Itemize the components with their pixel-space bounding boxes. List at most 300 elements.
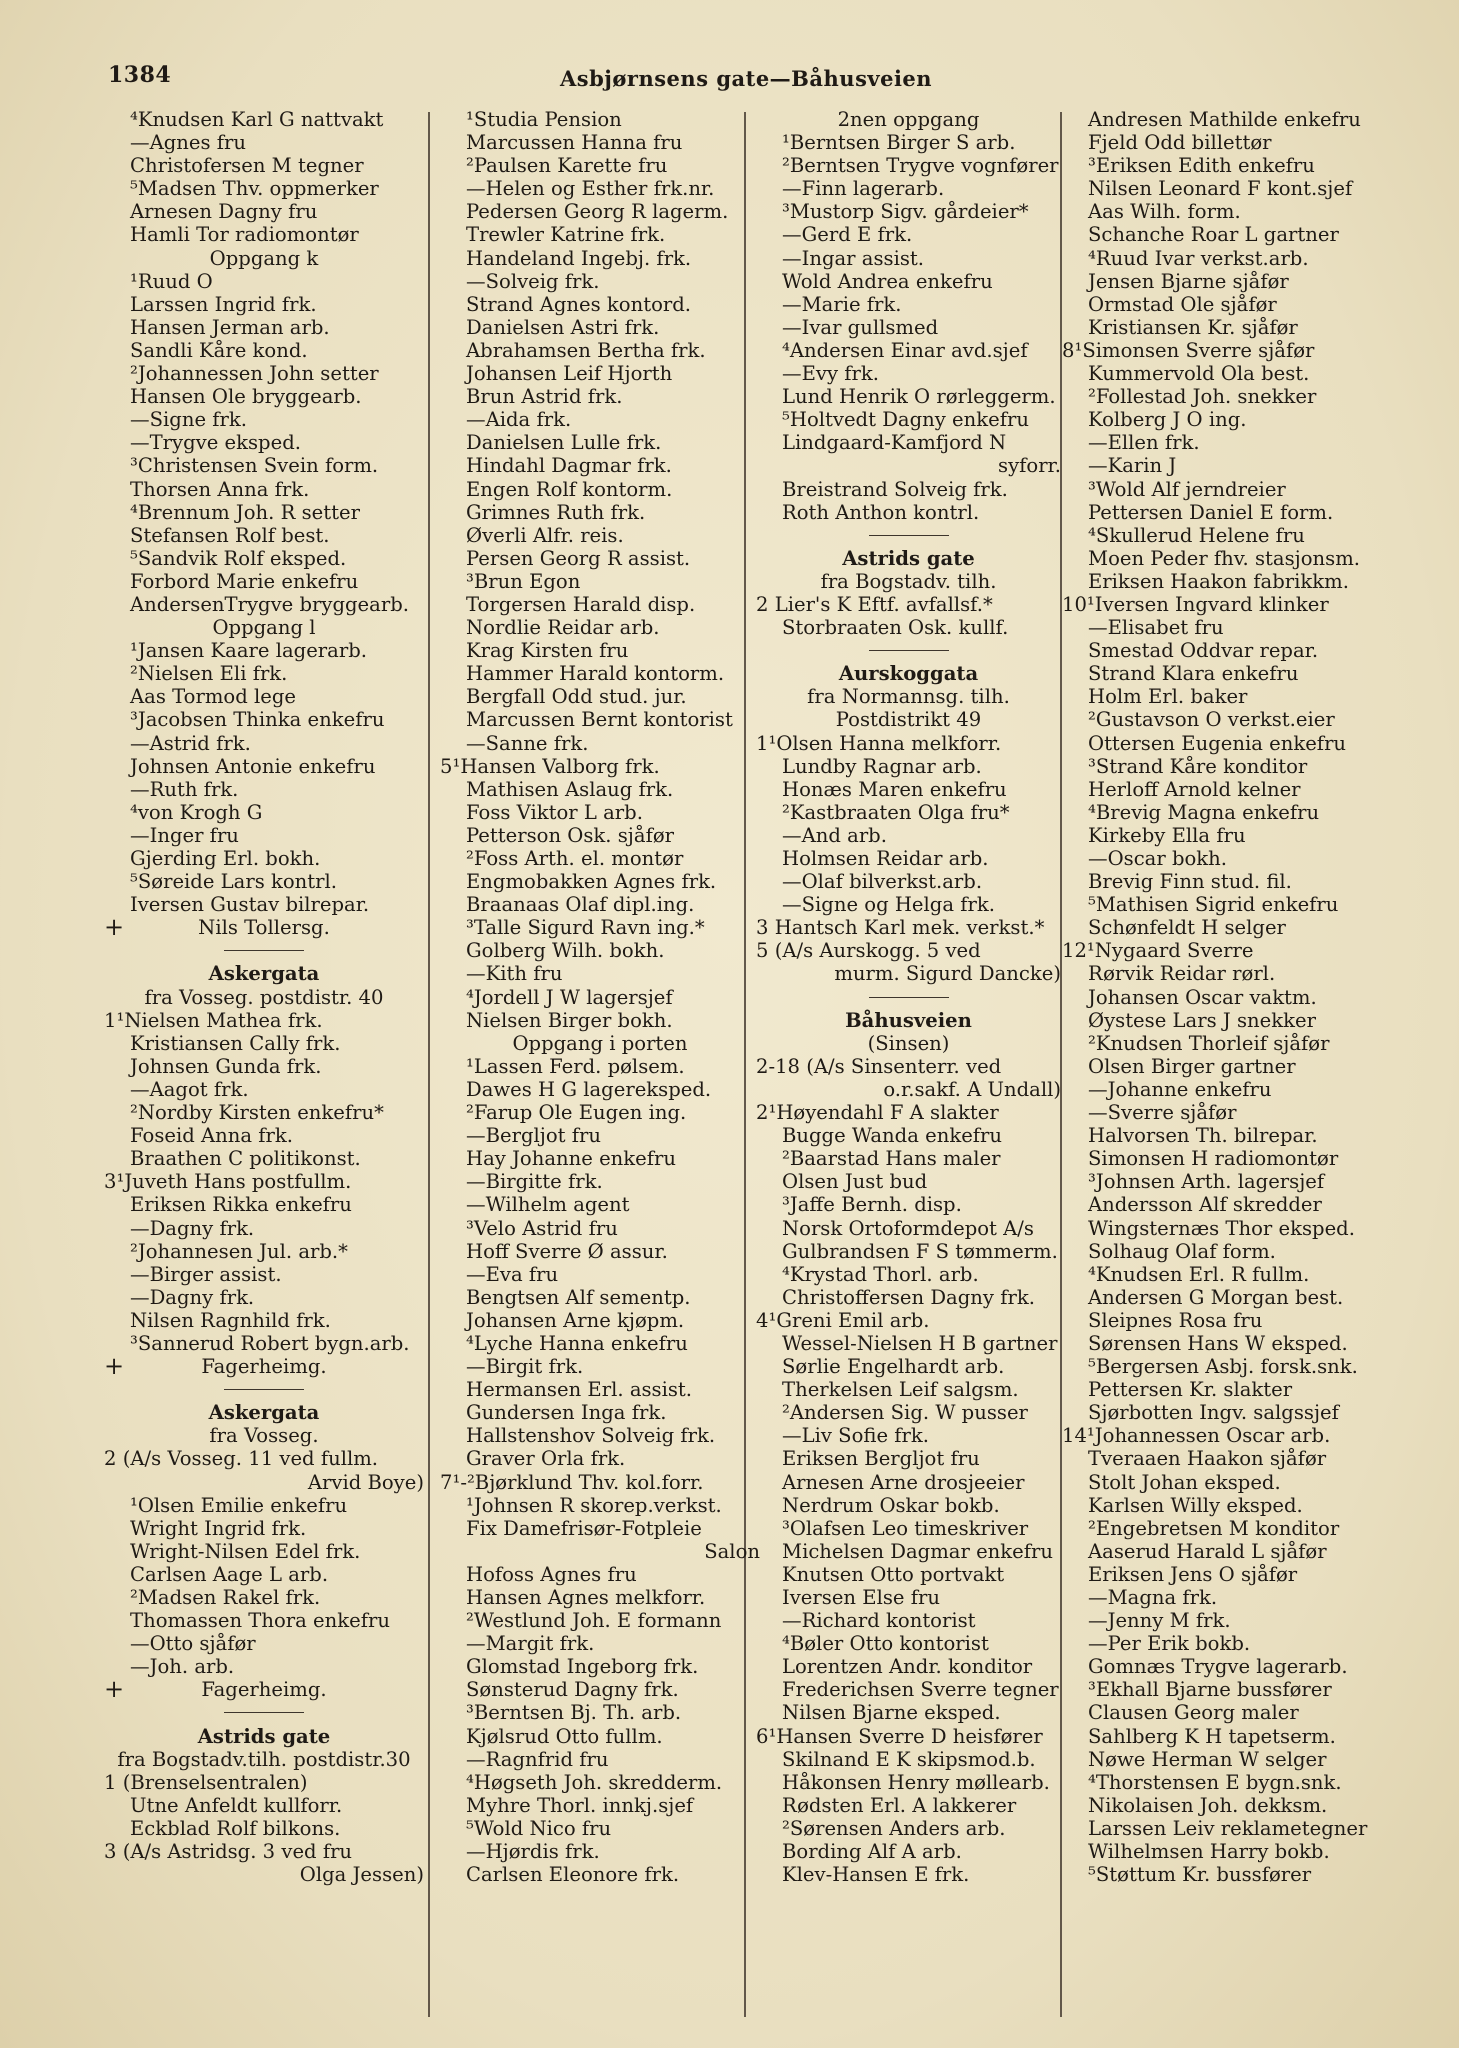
column-2 — [440, 108, 760, 2008]
directory-entry: ²Johannessen John setter — [130, 362, 379, 386]
directory-entry: Nordlie Reidar arb. — [466, 616, 660, 640]
section-divider — [756, 524, 1061, 547]
directory-entry: ³Talle Sigurd Ravn ing.* — [466, 916, 705, 940]
directory-entry: ²Kastbraaten Olga fru* — [782, 800, 1010, 824]
directory-entry: ¹Studia Pension — [466, 108, 622, 131]
directory-entry: Bording Alf A arb. — [782, 1840, 962, 1864]
house-number-entry: 10¹Iversen Ingvard klinker — [1062, 592, 1329, 616]
directory-entry: —Olaf bilverkst.arb. — [782, 870, 983, 894]
section-divider — [756, 639, 1061, 662]
subheading: Oppgang i porten — [512, 1031, 688, 1055]
directory-entry: —Jenny M frk. — [1088, 1609, 1231, 1633]
directory-entry: —Ragnfrid fru — [466, 1747, 609, 1771]
directory-entry: Hoff Sverre Ø assur. — [466, 1239, 668, 1263]
directory-entry: ²Berntsen Trygve vognfører — [782, 154, 1059, 178]
directory-entry: Engen Rolf kontorm. — [466, 477, 673, 501]
directory-entry: Grimnes Ruth frk. — [466, 500, 646, 524]
directory-entry: Kristiansen Cally frk. — [130, 1031, 341, 1055]
entry-continuation: Salon — [704, 1539, 760, 1563]
directory-entry: Therkelsen Leif salgsm. — [782, 1378, 1019, 1402]
directory-entry: ³Jacobsen Thinka enkefru — [130, 708, 385, 732]
directory-entry: Thomassen Thora enkefru — [130, 1609, 390, 1633]
directory-entry: Kristiansen Kr. sjåfør — [1088, 315, 1298, 339]
directory-entry: Knutsen Otto portvakt — [782, 1562, 1005, 1586]
directory-entry: Hansen Agnes melkforr. — [466, 1586, 706, 1609]
directory-entry: Olsen Just bud — [782, 1170, 928, 1194]
column-3 — [756, 108, 1061, 2008]
cross-icon: + — [104, 1352, 125, 1381]
directory-entry: ³Strand Kåre konditor — [1088, 754, 1308, 778]
house-number-entry: 2¹Høyendahl F A slakter — [756, 1101, 999, 1125]
directory-entry: ⁴Thorstensen E bygn.snk. — [1088, 1770, 1342, 1794]
directory-entry: ²Madsen Rakel frk. — [130, 1586, 321, 1609]
cross-street-label: Nils Tollersg. — [198, 916, 330, 940]
directory-entry: Michelsen Dagmar enkefru — [782, 1539, 1053, 1563]
directory-entry: ³Wold Alf jerndreier — [1088, 477, 1286, 501]
directory-entry: Nøwe Herman W selger — [1088, 1747, 1327, 1771]
directory-entry: —Elisabet fru — [1088, 616, 1224, 640]
directory-entry: —Dagny frk. — [130, 1216, 255, 1240]
directory-entry: ⁵Holtvedt Dagny enkefru — [782, 408, 1029, 432]
directory-entry: ⁵Mathisen Sigrid enkefru — [1088, 893, 1339, 917]
entry-continuation: o.r.sakf. A Undall) — [883, 1077, 1061, 1101]
directory-entry: Holm Erl. baker — [1088, 685, 1248, 709]
directory-entry: ³Berntsen Bj. Th. arb. — [466, 1701, 682, 1725]
directory-entry: Carlsen Eleonore frk. — [466, 1863, 680, 1887]
directory-entry: Fix Damefrisør-Fotpleie — [466, 1516, 702, 1540]
directory-entry: ⁵Bergersen Asbj. forsk.snk. — [1088, 1355, 1358, 1379]
section-divider — [756, 986, 1061, 1009]
directory-entry: ³Mustorp Sigv. gårdeier* — [782, 200, 1029, 224]
page-number: 1384 — [108, 62, 172, 88]
directory-entry: ¹Lassen Ferd. pølsem. — [466, 1054, 685, 1078]
directory-entry: Klev-Hansen E frk. — [782, 1863, 970, 1887]
directory-entry: ²Andersen Sig. W pusser — [782, 1401, 1028, 1425]
directory-entry: ³Jaffe Bernh. disp. — [782, 1193, 962, 1217]
directory-entry: Øverli Alfr. reis. — [466, 523, 624, 547]
directory-entry: —Birger assist. — [130, 1262, 282, 1286]
directory-entry: Foseid Anna frk. — [130, 1124, 294, 1148]
directory-entry: —Birgitte frk. — [466, 1170, 603, 1194]
directory-entry: Hansen Ole bryggearb. — [130, 385, 362, 409]
directory-entry: Persen Georg R assist. — [466, 546, 691, 570]
directory-entry: —Solveig frk. — [466, 269, 600, 293]
directory-entry: —Oscar bokh. — [1088, 847, 1228, 870]
directory-entry: Bengtsen Alf sementp. — [466, 1285, 691, 1309]
directory-entry: ⁴Knudsen Karl G nattvakt — [130, 108, 384, 131]
directory-entry: Ottersen Eugenia enkefru — [1088, 731, 1347, 755]
directory-entry: —Eva fru — [466, 1262, 559, 1286]
directory-entry: Herloff Arnold kelner — [1088, 777, 1301, 801]
directory-entry: ⁴Brennum Joh. R setter — [130, 500, 360, 524]
house-number-entry: 12¹Nygaard Sverre — [1062, 939, 1254, 963]
directory-entry: Wright-Nilsen Edel frk. — [130, 1539, 361, 1563]
entry-continuation: murm. Sigurd Dancke) — [834, 962, 1061, 986]
directory-entry: Hansen Jerman arb. — [130, 315, 330, 339]
subheading: fra Vosseg. — [209, 1424, 319, 1448]
directory-entry: Marcussen Hanna fru — [466, 131, 683, 155]
directory-entry: Brun Astrid frk. — [466, 385, 623, 409]
directory-entry: Larssen Leiv reklametegner — [1088, 1816, 1368, 1840]
directory-entry: Eriksen Haakon fabrikkm. — [1088, 569, 1349, 593]
directory-entry: Johnsen Antonie enkefru — [130, 754, 376, 778]
directory-entry: Bugge Wanda enkefru — [782, 1124, 1003, 1148]
directory-entry: —Liv Sofie frk. — [782, 1424, 930, 1448]
directory-entry: Eriksen Jens O sjåfør — [1088, 1562, 1298, 1586]
directory-entry: Pettersen Kr. slakter — [1088, 1378, 1293, 1402]
directory-entry: Hamli Tor radiomontør — [130, 223, 359, 247]
directory-entry: Abrahamsen Bertha frk. — [466, 338, 706, 362]
house-number-entry: 4¹Greni Emil arb. — [756, 1308, 930, 1332]
house-number-entry: 3 (A/s Astridsg. 3 ved fru — [104, 1840, 353, 1864]
directory-entry: Wessel-Nielsen H B gartner — [782, 1331, 1058, 1355]
directory-entry: Rødsten Erl. A lakkerer — [782, 1793, 1017, 1817]
directory-entry: ²Nielsen Eli frk. — [130, 662, 288, 686]
directory-entry: —Wilhelm agent — [466, 1193, 630, 1217]
directory-entry: Danielsen Astri frk. — [466, 315, 660, 339]
directory-entry: Johansen Leif Hjorth — [466, 362, 673, 386]
subheading: Oppgang k — [209, 246, 319, 270]
directory-entry: Gjerding Erl. bokh. — [130, 847, 321, 870]
directory-entry: ⁵Søreide Lars kontrl. — [130, 870, 338, 894]
column-rule — [428, 112, 430, 2017]
directory-entry: Eckblad Rolf bilkons. — [130, 1816, 341, 1840]
directory-entry: Lundby Ragnar arb. — [782, 754, 982, 778]
directory-entry: ⁴von Krogh G — [130, 800, 263, 824]
house-number-entry: 5 (A/s Aurskogg. 5 ved — [756, 939, 981, 963]
directory-entry: Dawes H G lagereksped. — [466, 1077, 712, 1101]
directory-entry: —Helen og Esther frk.nr. — [466, 177, 715, 201]
directory-entry: ³Eriksen Edith enkefru — [1088, 154, 1315, 178]
directory-entry: Christofersen M tegner — [130, 154, 364, 178]
directory-entry: Torgersen Harald disp. — [466, 592, 696, 616]
directory-entry: ²Westlund Joh. E formann — [466, 1609, 722, 1633]
directory-entry: Foss Viktor L arb. — [466, 800, 643, 824]
directory-entry: Rørvik Reidar rørl. — [1088, 962, 1276, 986]
directory-entry: Gomnæs Trygve lagerarb. — [1088, 1655, 1348, 1679]
directory-entry: —Birgit frk. — [466, 1355, 584, 1379]
directory-entry: —Richard kontorist — [782, 1609, 976, 1633]
directory-entry: Kirkeby Ella fru — [1088, 823, 1246, 847]
directory-entry: Ormstad Ole sjåfør — [1088, 292, 1277, 316]
directory-entry: ⁵Sandvik Rolf eksped. — [130, 546, 347, 570]
directory-entry: Braanaas Olaf dipl.ing. — [466, 893, 695, 917]
directory-entry: ¹Ruud O — [130, 269, 213, 293]
directory-entry: ¹Jansen Kaare lagerarb. — [130, 639, 367, 663]
cross-icon: + — [104, 913, 125, 942]
directory-entry: Skilnand E K skipsmod.b. — [782, 1747, 1036, 1771]
house-number-entry: 3¹Juveth Hans postfullm. — [104, 1170, 352, 1194]
house-number-entry: 7¹-²Bjørklund Thv. kol.forr. — [440, 1470, 704, 1494]
directory-entry: ¹Olsen Emilie enkefru — [130, 1493, 348, 1517]
directory-entry: ²Sørensen Anders arb. — [782, 1816, 1006, 1840]
directory-entry: Sjørbotten Ingv. salgssjef — [1088, 1401, 1339, 1425]
directory-entry: Carlsen Aage L arb. — [130, 1562, 329, 1586]
directory-entry: Hofoss Agnes fru — [466, 1562, 637, 1586]
directory-entry: Nielsen Birger bokh. — [466, 1008, 673, 1032]
directory-entry: —Kith fru — [466, 962, 563, 986]
directory-entry: Danielsen Lulle frk. — [466, 431, 662, 455]
directory-entry: Simonsen H radiomontør — [1088, 1147, 1339, 1171]
subheading: fra Bogstadv. tilh. — [820, 569, 997, 593]
directory-entry: ⁴Høgseth Joh. skredderm. — [466, 1770, 723, 1794]
house-number-entry: 5¹Hansen Valborg frk. — [440, 754, 660, 778]
directory-entry: Gulbrandsen F S tømmerm. — [782, 1239, 1058, 1263]
directory-entry: Brevig Finn stud. fil. — [1088, 870, 1292, 894]
directory-entry: ⁴Andersen Einar avd.sjef — [782, 338, 1028, 362]
directory-entry: —Dagny frk. — [130, 1285, 255, 1309]
directory-entry: Clausen Georg maler — [1088, 1701, 1299, 1725]
directory-entry: —Otto sjåfør — [130, 1632, 256, 1656]
directory-entry: ³Johnsen Arth. lagersjef — [1088, 1170, 1325, 1194]
directory-entry: Eriksen Rikka enkefru — [130, 1193, 352, 1217]
directory-entry: Tveraaen Haakon sjåfør — [1088, 1447, 1327, 1471]
directory-entry: Engmobakken Agnes frk. — [466, 870, 717, 894]
street-heading: Askergata — [208, 962, 320, 986]
cross-street-label: Fagerheimg. — [201, 1678, 327, 1702]
directory-entry: ²Baarstad Hans maler — [782, 1147, 1001, 1171]
cross-street-label: Fagerheimg. — [201, 1355, 327, 1379]
directory-entry: Johansen Arne kjøpm. — [466, 1308, 685, 1332]
directory-entry: Iversen Gustav bilrepar. — [130, 893, 370, 917]
directory-entry: ³Christensen Svein form. — [130, 454, 379, 478]
directory-entry: —Magna frk. — [1088, 1586, 1218, 1609]
directory-entry: Øystese Lars J snekker — [1088, 1008, 1316, 1032]
directory-entry: —And arb. — [782, 823, 887, 847]
directory-entry: ³Olafsen Leo timeskriver — [782, 1516, 1029, 1540]
directory-entry: ⁴Skullerud Helene fru — [1088, 523, 1305, 547]
house-number-entry: 8¹Simonsen Sverre sjåfør — [1062, 338, 1315, 362]
directory-entry: Solhaug Olaf form. — [1088, 1239, 1276, 1263]
directory-entry: Hermansen Erl. assist. — [466, 1378, 693, 1402]
directory-entry: Frederichsen Sverre tegner — [782, 1678, 1059, 1702]
directory-entry: —Finn lagerarb. — [782, 177, 945, 201]
street-heading: Astrids gate — [197, 1724, 331, 1748]
directory-entry: —Aagot frk. — [130, 1077, 249, 1101]
cross-street — [104, 913, 424, 942]
directory-entry: Wingsternæs Thor eksped. — [1088, 1216, 1355, 1240]
directory-entry: —Ingar assist. — [782, 246, 924, 270]
directory-entry: Kummervold Ola best. — [1088, 362, 1310, 386]
directory-entry: Aas Wilh. form. — [1088, 200, 1241, 224]
directory-entry: Johansen Oscar vaktm. — [1088, 985, 1317, 1009]
directory-entry: —Astrid frk. — [130, 731, 251, 755]
directory-entry: Krag Kirsten fru — [466, 639, 629, 663]
house-number-entry: 6¹Hansen Sverre D heisfører — [756, 1724, 1043, 1748]
subheading: 2nen oppgang — [837, 108, 980, 131]
directory-entry: Eriksen Bergljot fru — [782, 1447, 980, 1471]
directory-entry: Glomstad Ingeborg frk. — [466, 1655, 699, 1679]
directory-entry: Fjeld Odd billettør — [1088, 131, 1272, 155]
house-number-entry: 1 (Brenselsentralen) — [104, 1770, 308, 1794]
directory-entry: ²Johannesen Jul. arb.* — [130, 1239, 348, 1263]
entry-continuation: syforr. — [998, 454, 1061, 478]
directory-entry: Sleipnes Rosa fru — [1088, 1308, 1263, 1332]
directory-entry: Holmsen Reidar arb. — [782, 847, 989, 870]
directory-entry: Jensen Bjarne sjåfør — [1088, 269, 1289, 293]
directory-entry: Halvorsen Th. bilrepar. — [1088, 1124, 1318, 1148]
house-number-entry: 3 Hantsch Karl mek. verkst.* — [756, 916, 1045, 940]
directory-entry: —Signe og Helga frk. — [782, 893, 995, 917]
directory-entry: —Marie frk. — [782, 292, 902, 316]
directory-entry: —Sanne frk. — [466, 731, 589, 755]
directory-entry: ²Knudsen Thorleif sjåfør — [1088, 1031, 1330, 1055]
directory-entry: Norsk Ortoformdepot A/s — [782, 1216, 1034, 1240]
directory-entry: ⁴Jordell J W lagersjef — [466, 985, 673, 1009]
directory-entry: Aaserud Harald L sjåfør — [1088, 1539, 1327, 1563]
directory-entry: ²Paulsen Karette fru — [466, 154, 668, 178]
directory-entry: Aas Tormod lege — [130, 685, 296, 709]
directory-entry: Hallstenshov Solveig frk. — [466, 1424, 716, 1448]
cross-street — [104, 1352, 424, 1381]
house-number-entry: 1¹Nielsen Mathea frk. — [104, 1008, 323, 1032]
directory-entry: Myhre Thorl. innkj.sjef — [466, 1793, 694, 1817]
directory-entry: Golberg Wilh. bokh. — [466, 939, 665, 963]
directory-entry: Bergfall Odd stud. jur. — [466, 685, 687, 709]
directory-entry: Wold Andrea enkefru — [782, 269, 993, 293]
directory-entry: ¹Berntsen Birger S arb. — [782, 131, 1016, 155]
house-number-entry: 14¹Johannessen Oscar arb. — [1062, 1424, 1331, 1448]
house-number-entry: 2 Lier's K Eftf. avfallsf.* — [756, 592, 993, 616]
directory-entry: Storbraaten Osk. kullf. — [782, 616, 1009, 640]
section-divider — [104, 1378, 424, 1401]
directory-entry: Marcussen Bernt kontorist — [466, 708, 733, 732]
directory-entry: Sandli Kåre kond. — [130, 338, 308, 362]
directory-entry: ²Follestad Joh. snekker — [1088, 385, 1317, 409]
section-divider — [104, 1701, 424, 1724]
cross-street — [104, 1675, 424, 1704]
directory-entry: Thorsen Anna frk. — [130, 477, 310, 501]
directory-entry: Karlsen Willy eksped. — [1088, 1493, 1303, 1517]
directory-entry: —Agnes fru — [130, 131, 247, 155]
directory-entry: Arnesen Dagny fru — [130, 200, 318, 224]
directory-entry: Stefansen Rolf best. — [130, 523, 330, 547]
directory-entry: Arnesen Arne drosjeeier — [782, 1470, 1025, 1494]
directory-entry: ²Nordby Kirsten enkefru* — [130, 1101, 384, 1125]
directory-entry: ⁵Madsen Thv. oppmerker — [130, 177, 379, 201]
directory-entry: ⁴Ruud Ivar verkst.arb. — [1088, 246, 1309, 270]
subheading: fra Normannsg. tilh. — [807, 685, 1010, 709]
house-number-entry: 2 (A/s Vosseg. 11 ved fullm. — [104, 1447, 379, 1471]
directory-entry: —Hjørdis frk. — [466, 1840, 600, 1864]
directory-entry: ²Farup Ole Eugen ing. — [466, 1101, 687, 1125]
directory-entry: Mathisen Aslaug frk. — [466, 777, 674, 801]
directory-entry: Christoffersen Dagny frk. — [782, 1285, 1035, 1309]
street-heading: Astrids gate — [842, 546, 975, 570]
directory-entry: Wright Ingrid frk. — [130, 1516, 307, 1540]
directory-entry: Honæs Maren enkefru — [782, 777, 1007, 801]
directory-entry: Hindahl Dagmar frk. — [466, 454, 672, 478]
running-header: Asbjørnsens gate—Båhusveien — [560, 66, 933, 91]
street-heading: Båhusveien — [845, 1008, 972, 1032]
directory-entry: Andersen G Morgan best. — [1088, 1285, 1344, 1309]
directory-entry: Breistrand Solveig frk. — [782, 477, 1008, 501]
directory-entry: ³Velo Astrid fru — [466, 1216, 618, 1240]
directory-entry: Kjølsrud Otto fullm. — [466, 1724, 663, 1748]
directory-entry: Trewler Katrine frk. — [466, 223, 666, 247]
directory-entry: —Trygve eksped. — [130, 431, 301, 455]
directory-entry: Strand Klara enkefru — [1088, 662, 1299, 686]
house-number-entry: 1¹Olsen Hanna melkforr. — [756, 731, 1002, 755]
directory-entry: Petterson Osk. sjåfør — [466, 823, 674, 847]
directory-entry: Schanche Roar L gartner — [1088, 223, 1339, 247]
directory-entry: ⁴Brevig Magna enkefru — [1088, 800, 1320, 824]
directory-entry: —Aida frk. — [466, 408, 572, 432]
subheading: fra Bogstadv.tilh. postdistr.30 — [117, 1747, 411, 1771]
directory-entry: ³Brun Egon — [466, 569, 581, 593]
directory-entry: —Gerd E frk. — [782, 223, 913, 247]
directory-entry: ³Sannerud Robert bygn.arb. — [130, 1331, 410, 1355]
directory-entry: ⁵Wold Nico fru — [466, 1816, 612, 1840]
directory-entry: —Ellen frk. — [1088, 431, 1200, 455]
directory-entry: —Ruth frk. — [130, 777, 239, 801]
directory-entry: Sørlie Engelhardt arb. — [782, 1355, 1005, 1379]
directory-entry: Strand Agnes kontord. — [466, 292, 692, 316]
entry-continuation: Arvid Boye) — [307, 1470, 424, 1494]
directory-entry: ⁵Støttum Kr. bussfører — [1088, 1863, 1312, 1887]
directory-entry: Utne Anfeldt kullforr. — [130, 1793, 343, 1817]
directory-entry: Pettersen Daniel E form. — [1088, 500, 1334, 524]
directory-entry: Schønfeldt H selger — [1088, 916, 1286, 940]
directory-entry: ²Engebretsen M konditor — [1088, 1516, 1340, 1540]
directory-entry: ⁴Krystad Thorl. arb. — [782, 1262, 979, 1286]
directory-entry: Sønsterud Dagny frk. — [466, 1678, 679, 1702]
directory-entry: Lorentzen Andr. konditor — [782, 1655, 1033, 1679]
directory-entry: Graver Orla frk. — [466, 1447, 626, 1471]
directory-entry: ²Gustavson O verkst.eier — [1088, 708, 1335, 732]
directory-entry: Nikolaisen Joh. dekksm. — [1088, 1793, 1328, 1817]
subheading: Oppgang l — [212, 616, 316, 640]
directory-entry: —Evy frk. — [782, 362, 879, 386]
section-divider — [104, 939, 424, 962]
directory-entry: —Margit frk. — [466, 1632, 595, 1656]
directory-entry: Handeland Ingebj. frk. — [466, 246, 692, 270]
directory-entry: Nilsen Bjarne eksped. — [782, 1701, 1001, 1725]
directory-entry: ⁴Lyche Hanna enkefru — [466, 1331, 688, 1355]
subheading: fra Vosseg. postdistr. 40 — [144, 985, 384, 1009]
directory-entry: Iversen Else fru — [782, 1586, 940, 1609]
directory-entry: Wilhelmsen Harry bokb. — [1088, 1840, 1330, 1864]
directory-entry: Sørensen Hans W eksped. — [1088, 1331, 1348, 1355]
directory-entry: Lund Henrik O rørleggerm. — [782, 385, 1056, 409]
directory-entry: Kolberg J O ing. — [1088, 408, 1247, 432]
column-4 — [1062, 108, 1384, 2008]
directory-entry: —Bergljot fru — [466, 1124, 601, 1148]
directory-entry: Hay Johanne enkefru — [466, 1147, 677, 1171]
directory-entry: —Sverre sjåfør — [1088, 1101, 1237, 1125]
directory-entry: Håkonsen Henry møllearb. — [782, 1770, 1050, 1794]
subheading: (Sinsen) — [867, 1031, 950, 1055]
directory-entry: Andersson Alf skredder — [1088, 1193, 1322, 1217]
street-heading: Aurskoggata — [838, 662, 979, 686]
street-heading: Askergata — [208, 1401, 320, 1425]
column-1 — [104, 108, 424, 2008]
directory-entry: —Per Erik bokb. — [1088, 1632, 1251, 1656]
directory-entry: Larssen Ingrid frk. — [130, 292, 317, 316]
directory-entry: ⁴Knudsen Erl. R fullm. — [1088, 1262, 1310, 1286]
directory-entry: —Inger fru — [130, 823, 239, 847]
directory-entry: Sahlberg K H tapetserm. — [1088, 1724, 1336, 1748]
cross-icon: + — [104, 1675, 125, 1704]
directory-entry: ³Ekhall Bjarne bussfører — [1088, 1678, 1332, 1702]
directory-entry: Nilsen Leonard F kont.sjef — [1088, 177, 1353, 201]
directory-entry: Johnsen Gunda frk. — [130, 1054, 322, 1078]
directory-entry: Roth Anthon kontrl. — [782, 500, 980, 524]
directory-entry: —Johanne enkefru — [1088, 1077, 1272, 1101]
entry-continuation: Olga Jessen) — [299, 1863, 424, 1887]
directory-entry: Nerdrum Oskar bokb. — [782, 1493, 1000, 1517]
directory-entry: Moen Peder fhv. stasjonsm. — [1088, 546, 1361, 570]
